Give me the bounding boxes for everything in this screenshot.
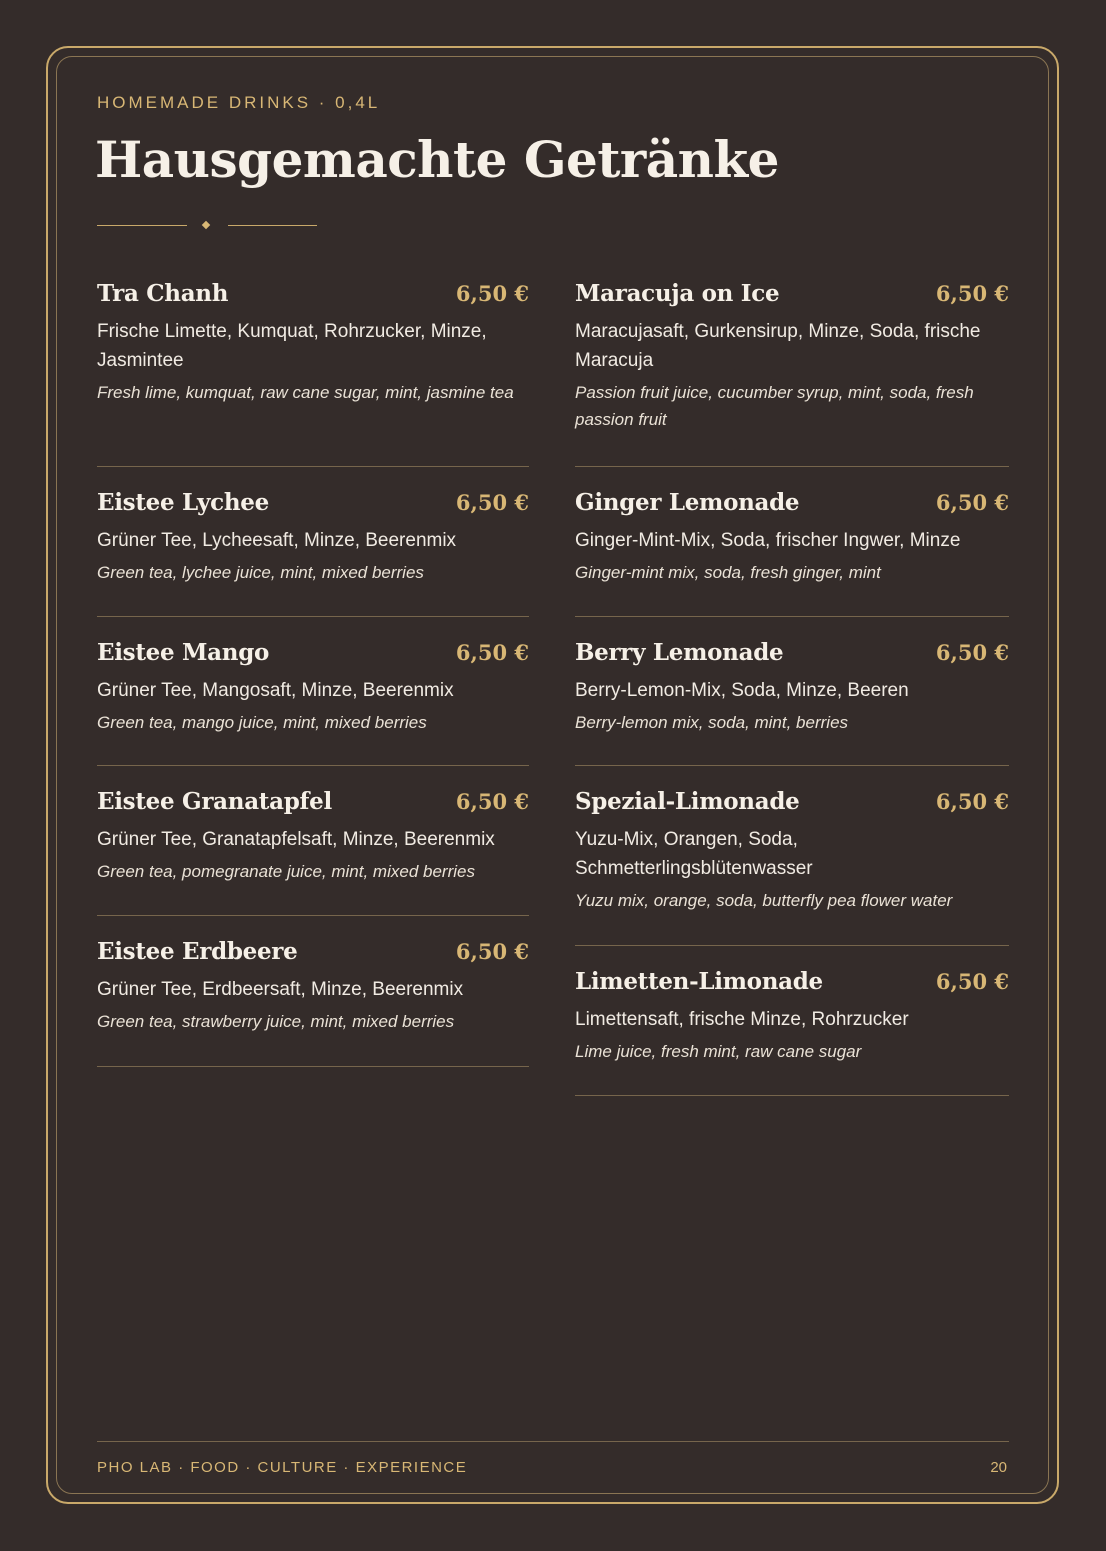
footer-divider [97, 1441, 1009, 1442]
menu-item-limetten-limonade [575, 946, 1009, 1096]
item-name: Spezial-Limonade [575, 788, 800, 815]
menu-item-eistee-lychee [97, 467, 529, 617]
menu-item-eistee-mango [97, 617, 529, 766]
item-description-de: Grüner Tee, Granatapfelsaft, Minze, Beerenmix [97, 829, 495, 850]
item-description-de: Grüner Tee, Mangosaft, Minze, Beerenmix [97, 680, 454, 701]
item-description-en: Ginger-mint mix, soda, fresh ginger, mint [575, 563, 881, 582]
item-description-en: Fresh lime, kumquat, raw cane sugar, mint, jasmine tea [97, 383, 514, 402]
page-number: 20 [990, 1459, 1007, 1476]
menu-item-eistee-granatapfel [97, 766, 529, 916]
item-name: Eistee Granatapfel [97, 788, 332, 815]
item-description-de: Grüner Tee, Lycheesaft, Minze, Beerenmix [97, 530, 457, 551]
section-kicker: HOMEMADE DRINKS · 0,4L [97, 93, 381, 112]
diamond-ornament-icon [202, 221, 210, 229]
item-description-de: Frische Limette, Kumquat, Rohrzucker, Minze, Jasmintee [97, 321, 487, 371]
footer-brand: PHO LAB · FOOD · CULTURE · EXPERIENCE [97, 1459, 468, 1476]
menu-column-left [97, 280, 529, 1067]
item-description-en: Berry-lemon mix, soda, mint, berries [575, 713, 849, 732]
item-price: 6,50 € [935, 281, 1009, 306]
item-price: 6,50 € [455, 789, 529, 814]
divider-line-left [97, 225, 187, 226]
item-price: 6,50 € [455, 281, 529, 306]
item-name: Ginger Lemonade [575, 489, 800, 516]
menu-item-ginger-lemonade [575, 467, 1009, 617]
item-description-en: Green tea, mango juice, mint, mixed berries [97, 713, 427, 732]
menu-item-spezial-limonade [575, 766, 1009, 946]
menu-item-tra-chanh [97, 280, 529, 467]
item-description-de: Grüner Tee, Erdbeersaft, Minze, Beerenmix [97, 979, 464, 1000]
item-description-en: Green tea, lychee juice, mint, mixed berries [97, 563, 424, 582]
menu-column-right [575, 280, 1009, 1096]
item-price: 6,50 € [935, 789, 1009, 814]
item-description-de: Berry-Lemon-Mix, Soda, Minze, Beeren [575, 680, 909, 701]
item-price: 6,50 € [935, 490, 1009, 515]
menu-item-maracuja-on-ice [575, 280, 1009, 467]
item-name: Eistee Erdbeere [97, 938, 298, 965]
item-name: Maracuja on Ice [575, 280, 780, 307]
item-name: Tra Chanh [97, 280, 229, 307]
menu-item-berry-lemonade [575, 617, 1009, 766]
item-price: 6,50 € [455, 640, 529, 665]
item-price: 6,50 € [935, 969, 1009, 994]
item-description-en: Yuzu mix, orange, soda, butterfly pea flower water [575, 891, 953, 910]
item-description-de: Ginger-Mint-Mix, Soda, frischer Ingwer, Minze [575, 530, 961, 551]
item-description-de: Yuzu-Mix, Orangen, Soda, Schmetterlingsblütenwasser [575, 829, 813, 879]
item-description-en: Passion fruit juice, cucumber syrup, mint, soda, fresh passion fruit [575, 383, 974, 429]
item-description-en: Lime juice, fresh mint, raw cane sugar [575, 1042, 862, 1061]
item-description-de: Maracujasaft, Gurkensirup, Minze, Soda, frische Maracuja [575, 321, 981, 371]
item-name: Limetten-Limonade [575, 968, 823, 995]
title-divider [97, 219, 317, 233]
item-description-en: Green tea, strawberry juice, mint, mixed berries [97, 1012, 455, 1031]
item-price: 6,50 € [935, 640, 1009, 665]
item-name: Berry Lemonade [575, 639, 784, 666]
item-price: 6,50 € [455, 939, 529, 964]
page-title: Hausgemachte Getränke [95, 130, 779, 189]
divider-line-right [228, 225, 317, 226]
item-price: 6,50 € [455, 490, 529, 515]
item-description-de: Limettensaft, frische Minze, Rohrzucker [575, 1009, 909, 1030]
item-name: Eistee Mango [97, 639, 270, 666]
menu-item-eistee-erdbeere [97, 916, 529, 1067]
item-name: Eistee Lychee [97, 489, 269, 516]
item-description-en: Green tea, pomegranate juice, mint, mixed berries [97, 862, 475, 881]
